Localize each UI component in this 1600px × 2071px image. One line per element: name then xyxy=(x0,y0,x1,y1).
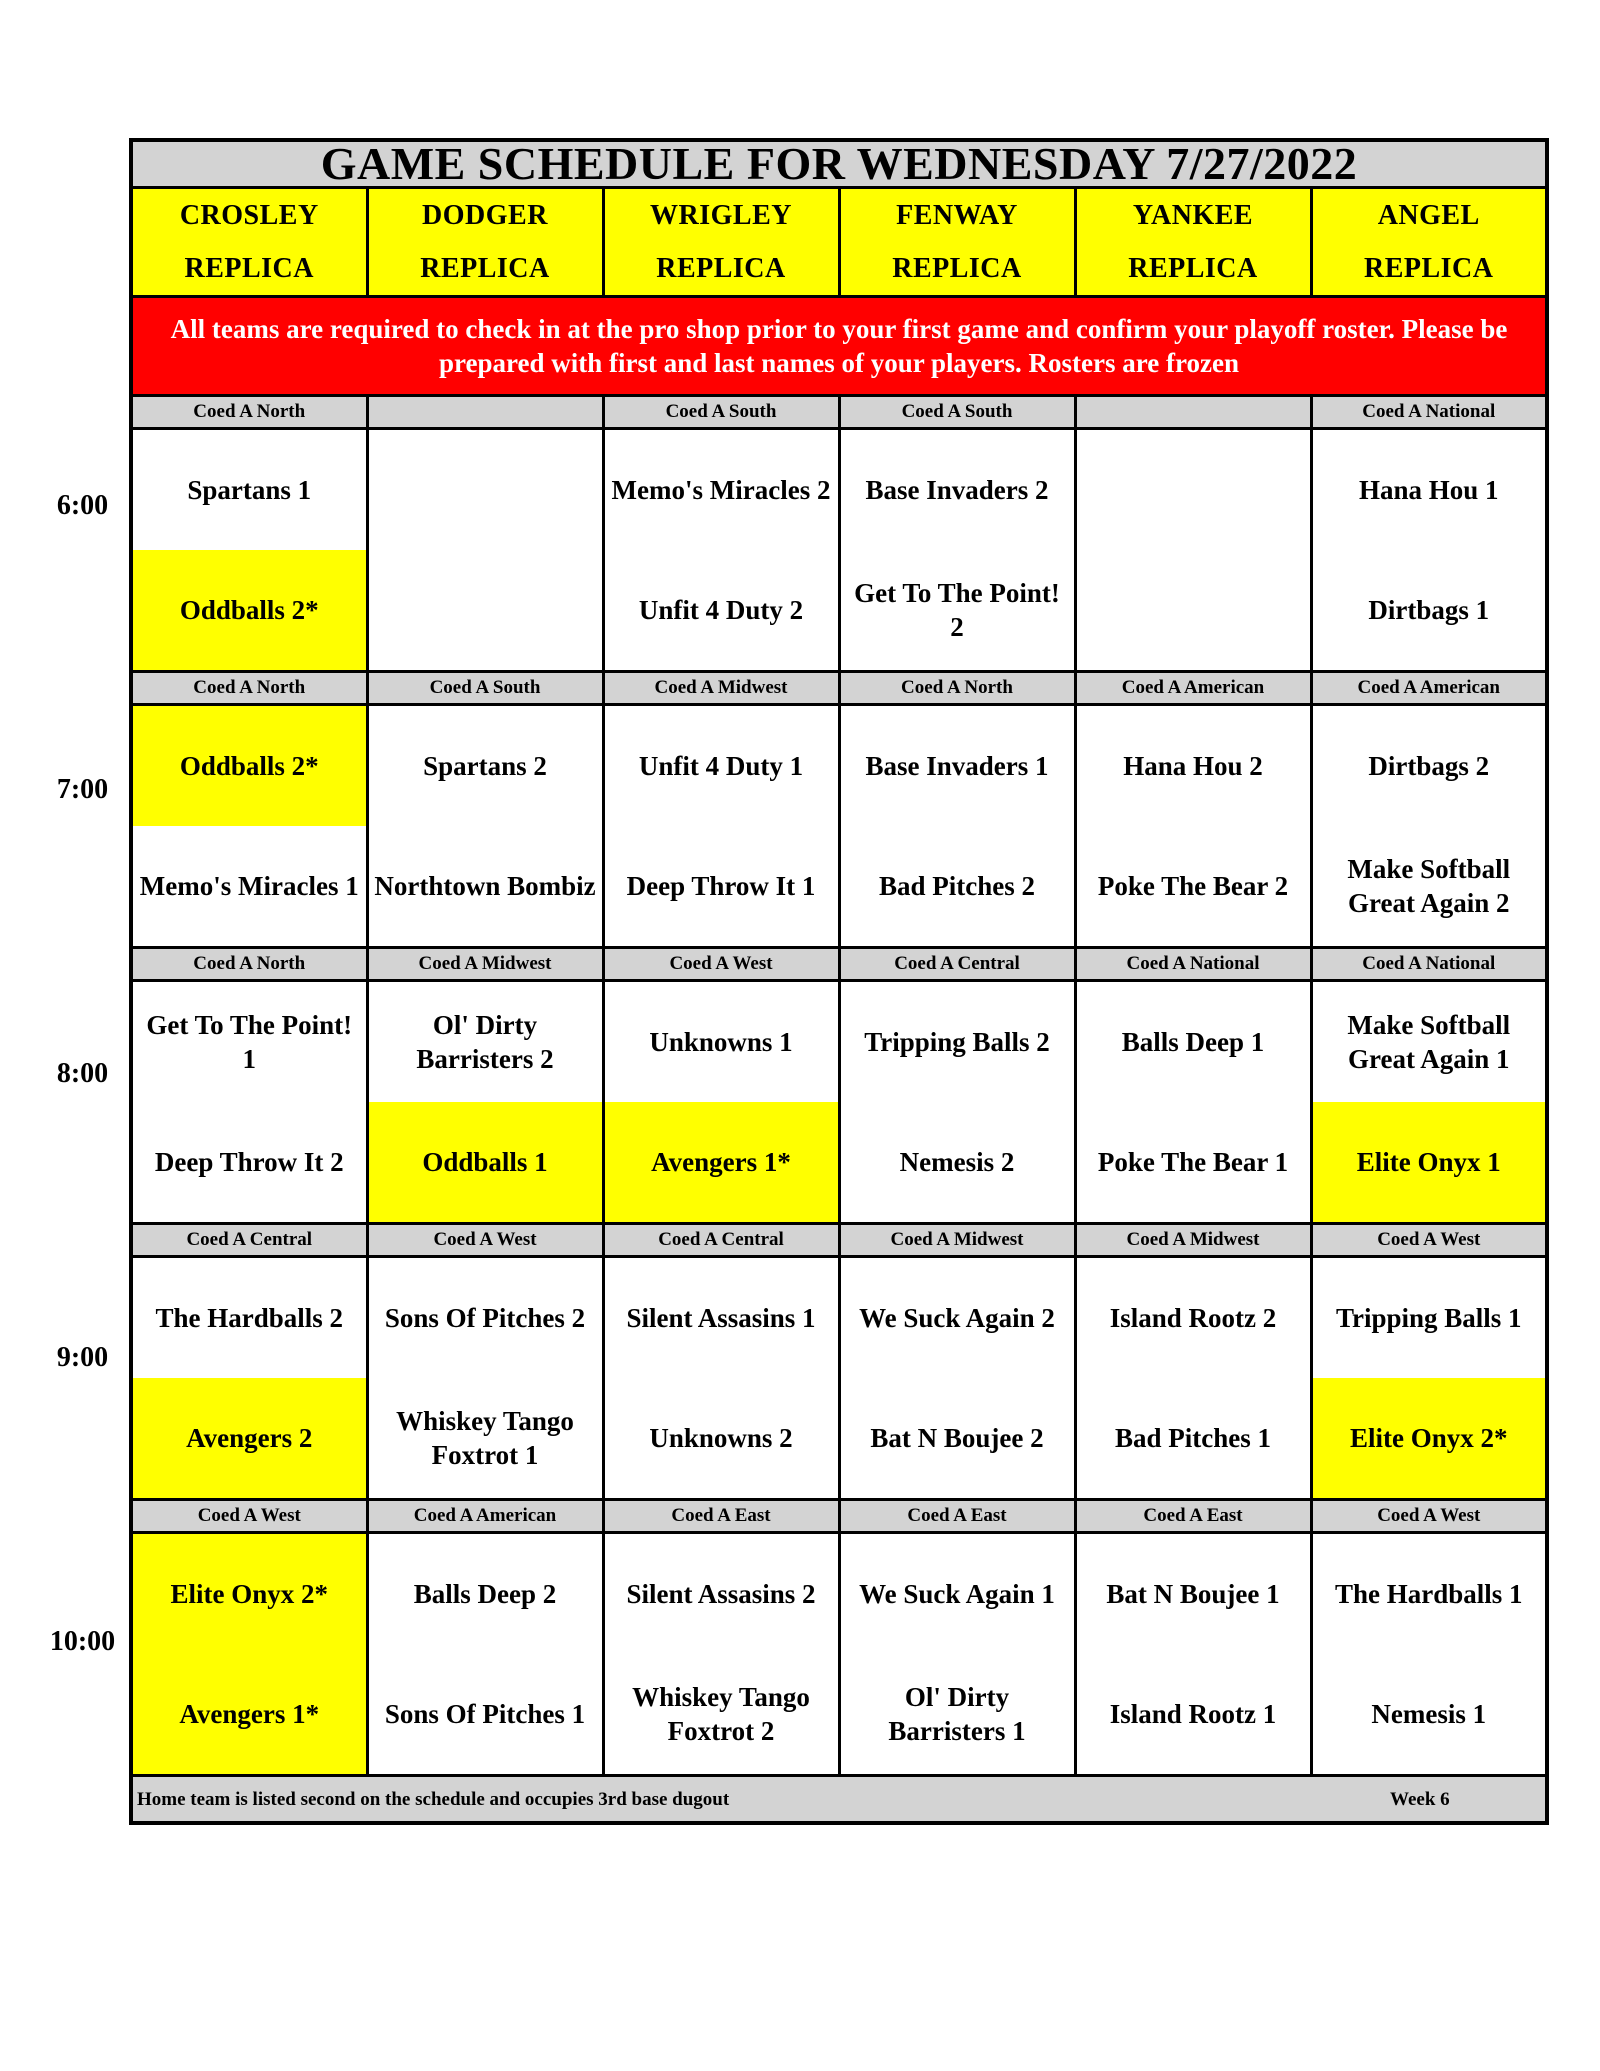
home-team: Memo's Miracles 1 xyxy=(131,826,367,948)
division-label: Coed A American xyxy=(1075,672,1311,705)
home-team: Get To The Point! 2 xyxy=(839,550,1075,672)
division-label: Coed A Central xyxy=(131,1224,367,1257)
division-row xyxy=(131,1224,1547,1257)
field-sub: REPLICA xyxy=(420,253,550,285)
away-team: Balls Deep 2 xyxy=(367,1533,603,1655)
home-team: Avengers 1* xyxy=(603,1102,839,1224)
field-sub: REPLICA xyxy=(1363,253,1494,285)
field-header-crosley xyxy=(131,188,367,297)
away-team-row xyxy=(131,1533,1547,1655)
division-label: Coed A West xyxy=(1311,1224,1547,1257)
field-header-yankee xyxy=(1075,188,1311,297)
away-team: Spartans 2 xyxy=(367,705,603,827)
footer xyxy=(131,1776,1547,1824)
field-name: ANGEL xyxy=(1377,200,1480,231)
division-label: Coed A West xyxy=(367,1224,603,1257)
home-team: Bad Pitches 2 xyxy=(839,826,1075,948)
division-label: Coed A South xyxy=(603,396,839,429)
home-team-row xyxy=(131,1654,1547,1776)
away-team: Ol' Dirty Barristers 2 xyxy=(367,981,603,1103)
away-team xyxy=(1075,429,1311,551)
away-team: Island Rootz 2 xyxy=(1075,1257,1311,1379)
away-team-row xyxy=(131,429,1547,551)
field-sub: REPLICA xyxy=(656,253,786,285)
field-sub: REPLICA xyxy=(892,253,1022,285)
division-label: Coed A West xyxy=(131,1500,367,1533)
away-team: Elite Onyx 2* xyxy=(131,1533,367,1655)
home-team: Poke The Bear 1 xyxy=(1075,1102,1311,1224)
away-team: Oddballs 2* xyxy=(131,705,367,827)
notice-banner: All teams are required to check in at the pro shop prior to your first game and confirm your playoff roster. Please be prepared with first and last names of your players. Rosters are frozen xyxy=(131,297,1547,396)
division-label: Coed A North xyxy=(131,672,367,705)
home-team: Unknowns 2 xyxy=(603,1378,839,1500)
home-team: Nemesis 2 xyxy=(839,1102,1075,1224)
time-label: 7:00 xyxy=(56,774,109,805)
division-label: Coed A South xyxy=(839,396,1075,429)
away-team-row xyxy=(131,705,1547,827)
field-name: DODGER xyxy=(422,200,548,231)
division-label: Coed A Midwest xyxy=(367,948,603,981)
division-label: Coed A Midwest xyxy=(839,1224,1075,1257)
away-team: Tripping Balls 1 xyxy=(1311,1257,1547,1379)
home-team: Poke The Bear 2 xyxy=(1075,826,1311,948)
away-team: The Hardballs 1 xyxy=(1311,1533,1547,1655)
away-team-row xyxy=(131,981,1547,1103)
division-row xyxy=(131,1500,1547,1533)
home-team-row xyxy=(131,550,1547,672)
home-team: Deep Throw It 1 xyxy=(603,826,839,948)
division-label: Coed A North xyxy=(839,672,1075,705)
footer-row xyxy=(131,1776,1547,1824)
away-team: Memo's Miracles 2 xyxy=(603,429,839,551)
away-team: We Suck Again 1 xyxy=(839,1533,1075,1655)
home-team: Unfit 4 Duty 2 xyxy=(603,550,839,672)
home-team: Bad Pitches 1 xyxy=(1075,1378,1311,1500)
field-header-fenway xyxy=(839,188,1075,297)
away-team-row xyxy=(131,1257,1547,1379)
division-label: Coed A West xyxy=(603,948,839,981)
away-team: We Suck Again 2 xyxy=(839,1257,1075,1379)
home-team xyxy=(1075,550,1311,672)
away-team: Spartans 1 xyxy=(131,429,367,551)
field-sub: REPLICA xyxy=(184,253,314,285)
week-label: Week 6 xyxy=(1390,1789,1450,1811)
away-team: Balls Deep 1 xyxy=(1075,981,1311,1103)
division-row xyxy=(131,948,1547,981)
field-header-row xyxy=(131,188,1547,297)
home-team: Sons Of Pitches 1 xyxy=(367,1654,603,1776)
division-label xyxy=(367,396,603,429)
schedule-title: GAME SCHEDULE FOR WEDNESDAY 7/27/2022 xyxy=(131,140,1547,188)
division-label: Coed A North xyxy=(131,948,367,981)
away-team: Bat N Boujee 1 xyxy=(1075,1533,1311,1655)
away-team: Make Softball Great Again 1 xyxy=(1311,981,1547,1103)
division-label: Coed A North xyxy=(131,396,367,429)
home-team xyxy=(367,550,603,672)
division-label: Coed A East xyxy=(603,1500,839,1533)
home-team: Whiskey Tango Foxtrot 1 xyxy=(367,1378,603,1500)
home-team: Northtown Bombiz xyxy=(367,826,603,948)
title-row xyxy=(131,140,1547,188)
field-header-wrigley xyxy=(603,188,839,297)
division-label: Coed A American xyxy=(367,1500,603,1533)
away-team: Tripping Balls 2 xyxy=(839,981,1075,1103)
home-team: Whiskey Tango Foxtrot 2 xyxy=(603,1654,839,1776)
division-label: Coed A Central xyxy=(839,948,1075,981)
division-label: Coed A National xyxy=(1311,948,1547,981)
home-team: Deep Throw It 2 xyxy=(131,1102,367,1224)
away-team: Silent Assasins 2 xyxy=(603,1533,839,1655)
division-label: Coed A National xyxy=(1075,948,1311,981)
field-sub: REPLICA xyxy=(1128,253,1258,285)
home-team: Make Softball Great Again 2 xyxy=(1311,826,1547,948)
field-name: CROSLEY xyxy=(179,200,319,231)
away-team: Hana Hou 1 xyxy=(1311,429,1547,551)
division-label: Coed A East xyxy=(1075,1500,1311,1533)
division-label: Coed A West xyxy=(1311,1500,1547,1533)
division-label: Coed A Midwest xyxy=(603,672,839,705)
time-label: 8:00 xyxy=(56,1058,109,1089)
away-team: Get To The Point! 1 xyxy=(131,981,367,1103)
field-name: WRIGLEY xyxy=(650,200,792,231)
home-team: Bat N Boujee 2 xyxy=(839,1378,1075,1500)
field-header-angel xyxy=(1311,188,1547,297)
home-team: Elite Onyx 2* xyxy=(1311,1378,1547,1500)
division-row xyxy=(131,396,1547,429)
footer-note: Home team is listed second on the schedule and occupies 3rd base dugout xyxy=(137,1789,730,1811)
home-team: Elite Onyx 1 xyxy=(1311,1102,1547,1224)
away-team: Dirtbags 2 xyxy=(1311,705,1547,827)
away-team: Sons Of Pitches 2 xyxy=(367,1257,603,1379)
time-label: 10:00 xyxy=(49,1626,116,1657)
away-team: Silent Assasins 1 xyxy=(603,1257,839,1379)
away-team: Hana Hou 2 xyxy=(1075,705,1311,827)
division-label xyxy=(1075,396,1311,429)
division-label: Coed A National xyxy=(1311,396,1547,429)
home-team-row xyxy=(131,1378,1547,1500)
home-team: Oddballs 1 xyxy=(367,1102,603,1224)
home-team: Dirtbags 1 xyxy=(1311,550,1547,672)
home-team-row xyxy=(131,1102,1547,1224)
home-team: Ol' Dirty Barristers 1 xyxy=(839,1654,1075,1776)
division-label: Coed A American xyxy=(1311,672,1547,705)
division-row xyxy=(131,672,1547,705)
notice-row xyxy=(131,297,1547,396)
away-team: Unfit 4 Duty 1 xyxy=(603,705,839,827)
field-name: FENWAY xyxy=(896,200,1018,231)
time-label: 6:00 xyxy=(56,490,109,521)
field-name: YANKEE xyxy=(1132,200,1254,231)
home-team: Island Rootz 1 xyxy=(1075,1654,1311,1776)
home-team-row xyxy=(131,826,1547,948)
away-team: Unknowns 1 xyxy=(603,981,839,1103)
home-team: Nemesis 1 xyxy=(1311,1654,1547,1776)
home-team: Avengers 1* xyxy=(131,1654,367,1776)
division-label: Coed A South xyxy=(367,672,603,705)
division-label: Coed A Central xyxy=(603,1224,839,1257)
away-team: Base Invaders 2 xyxy=(839,429,1075,551)
away-team xyxy=(367,429,603,551)
away-team: Base Invaders 1 xyxy=(839,705,1075,827)
time-label: 9:00 xyxy=(56,1342,109,1373)
home-team: Oddballs 2* xyxy=(131,550,367,672)
field-header-dodger xyxy=(367,188,603,297)
away-team: The Hardballs 2 xyxy=(131,1257,367,1379)
home-team: Avengers 2 xyxy=(131,1378,367,1500)
schedule-table xyxy=(129,138,1549,1825)
division-label: Coed A Midwest xyxy=(1075,1224,1311,1257)
division-label: Coed A East xyxy=(839,1500,1075,1533)
